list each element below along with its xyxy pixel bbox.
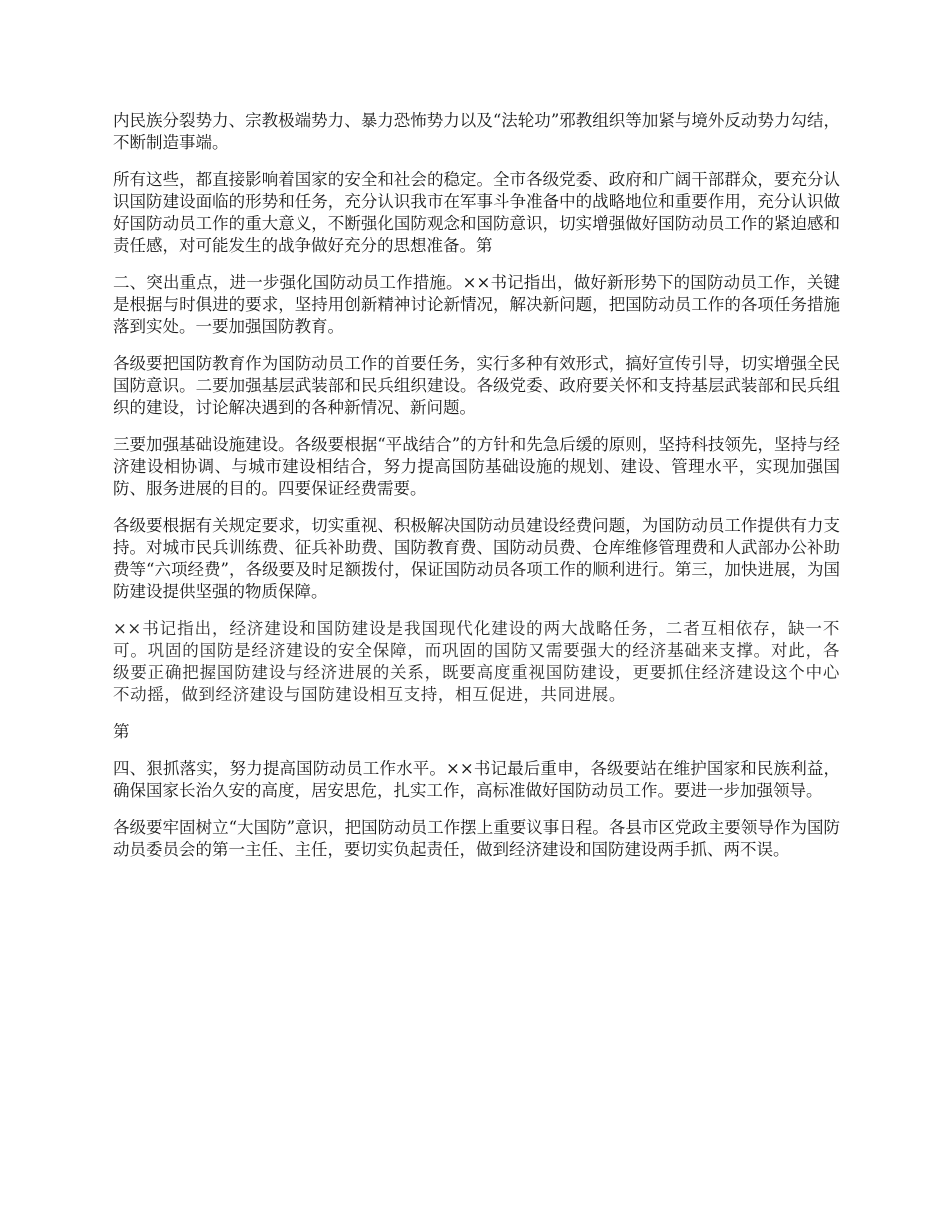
paragraph-1: 内民族分裂势力、宗教极端势力、暴力恐怖势力以及“法轮功”邪教组织等加紧与境外反动势力勾结，不断制造事端。 (113, 111, 840, 152)
paragraph-8: 第 (113, 722, 130, 741)
paragraph-6: 各级要根据有关规定要求，切实重视、积极解决国防动员建设经费问题，为国防动员工作提供有力支持。对城市民兵训练费、征兵补助费、国防教育费、国防动员费、仓库维修管理费和人武部办公补助费等“六项经费”，各级要及时足额拨付，保证国防动员各项工作的顺利进行。第三，加快进展，为国防建设提供坚强的物质保障。 (113, 516, 840, 601)
paragraph-7: ××书记指出，经济建设和国防建设是我国现代化建设的两大战略任务，二者互相依存，缺一不可。巩固的国防是经济建设的安全保障，而巩固的国防又需要强大的经济基础来支撑。对此，各级要正确把握国防建设与经济进展的关系，既要高度重视国防建设，更要抓住经济建设这个中心不动摇，做到经济建设与国防建设相互支持，相互促进，共同进展。 (113, 619, 840, 704)
paragraph-2: 所有这些，都直接影响着国家的安全和社会的稳定。全市各级党委、政府和广阔干部群众，要充分认识国防建设面临的形势和任务，充分认识我市在军事斗争准备中的战略地位和重要作用，充分认识做好国防动员工作的重大意义，不断强化国防观念和国防意识，切实增强做好国防动员工作的紧迫感和责任感，对可能发生的战争做好充分的思想准备。第 (113, 170, 840, 255)
paragraph-4: 各级要把国防教育作为国防动员工作的首要任务，实行多种有效形式，搞好宣传引导，切实增强全民国防意识。二要加强基层武装部和民兵组织建设。各级党委、政府要关怀和支持基层武装部和民兵组织的建设，讨论解决遇到的各种新情况、新问题。 (113, 354, 840, 417)
paragraph-9: 四、狠抓落实，努力提高国防动员工作水平。××书记最后重申，各级要站在维护国家和民族利益，确保国家长治久安的高度，居安思危，扎实工作，高标准做好国防动员工作。要进一步加强领导。 (113, 759, 840, 800)
paragraph-5: 三要加强基础设施建设。各级要根据“平战结合”的方针和先急后缓的原则，坚持科技领先，坚持与经济建设相协调、与城市建设相结合，努力提高国防基础设施的规划、建设、管理水平，实现加强国防、服务进展的目的。四要保证经费需要。 (113, 435, 840, 498)
paragraph-3: 二、突出重点，进一步强化国防动员工作措施。××书记指出，做好新形势下的国防动员工作，关键是根据与时俱进的要求，坚持用创新精神讨论新情况，解决新问题，把国防动员工作的各项任务措施落到实处。一要加强国防教育。 (113, 273, 840, 336)
paragraph-10: 各级要牢固树立“大国防”意识，把国防动员工作摆上重要议事日程。各县市区党政主要领导作为国防动员委员会的第一主任、主任，要切实负起责任，做到经济建设和国防建设两手抓、两不误。 (113, 818, 840, 859)
